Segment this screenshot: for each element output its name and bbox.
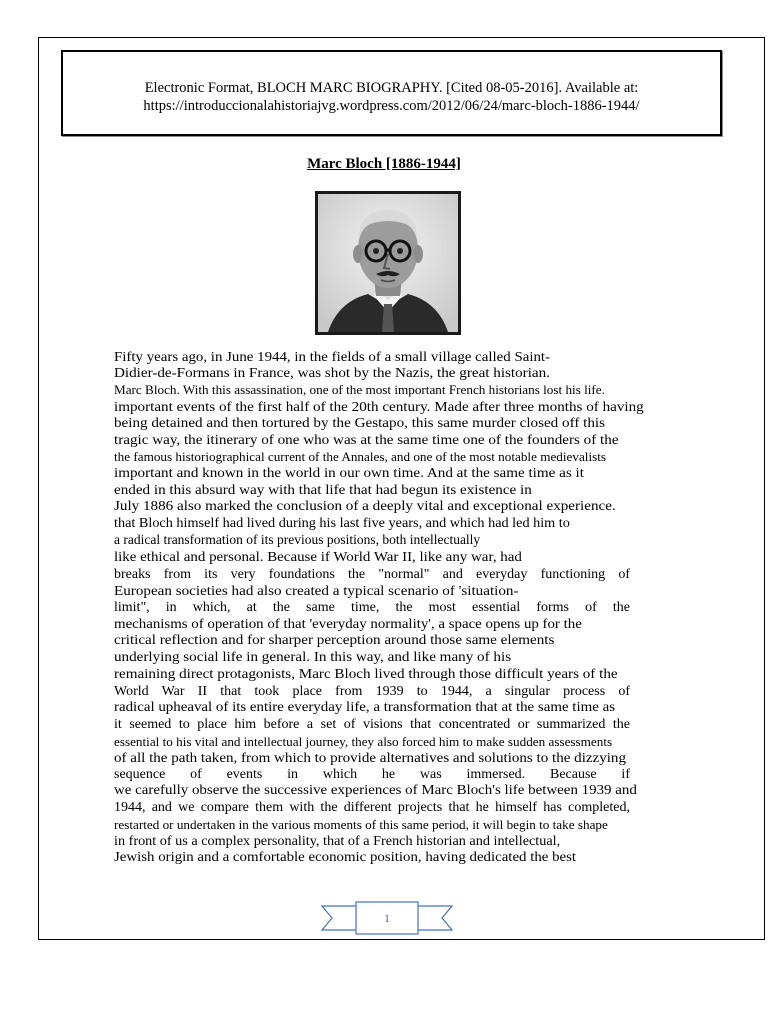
body-line: restarted or undertaken in the various moments of this same period, it will begin to take shape (114, 818, 608, 832)
body-line: radical upheaval of its entire everyday life, a transformation that at the same time as (114, 700, 616, 715)
body-line: limit", in which, at the same time, the most essential forms of the (114, 600, 630, 615)
citation-line-1: Electronic Format, BLOCH MARC BIOGRAPHY. [Cited 08-05-2016]. Available at: (144, 80, 639, 96)
portrait-image (315, 191, 461, 335)
body-line: essential to his vital and intellectual journey, they also forced him to make sudden assessments (114, 735, 613, 749)
body-line: World War II that took place from 1939 to 1944, a singular process of (114, 684, 630, 699)
body-line: sequence of events in which he was immersed. Because if (114, 767, 630, 782)
body-line: Jewish origin and a comfortable economic position, having dedicated the best (114, 850, 577, 865)
body-line: in front of us a complex personality, that of a French historian and intellectual, (114, 834, 561, 849)
body-line: Didier-de-Formans in France, was shot by the Nazis, the great historian. (114, 366, 550, 381)
body-line: we carefully observe the successive experiences of Marc Bloch's life between 1939 and (114, 783, 637, 798)
body-line: like ethical and personal. Because if World War II, like any war, had (114, 550, 522, 565)
body-line: being detained and then tortured by the Gestapo, this same murder closed off this (114, 416, 605, 431)
body-line: Fifty years ago, in June 1944, in the fields of a small village called Saint- (114, 350, 551, 365)
citation-box (61, 50, 722, 136)
body-line: underlying social life in general. In this way, and like many of his (114, 650, 512, 665)
body-line: important and known in the world in our own time. And at the same time as it (114, 466, 584, 481)
body-line: that Bloch himself had lived during his last five years, and which had led him to (114, 516, 570, 531)
body-line: the famous historiographical current of the Annales, and one of the most notable medievalists (114, 450, 607, 464)
body-line: European societies had also created a typical scenario of 'situation- (114, 584, 519, 599)
page-number: 1 (384, 911, 390, 925)
body-line: July 1886 also marked the conclusion of a deeply vital and exceptional experience. (114, 499, 616, 514)
body-line: 1944, and we compare them with the different projects that he himself has completed, (114, 800, 630, 815)
body-line: ended in this absurd way with that life that had begun its existence in (114, 483, 532, 498)
body-line: mechanisms of operation of that 'everyday normality', a space opens up for the (114, 617, 582, 632)
body-line: remaining direct protagonists, Marc Bloch lived through those difficult years of the (114, 667, 618, 682)
body-line: of all the path taken, from which to provide alternatives and solutions to the dizzying (114, 751, 627, 766)
body-line: breaks from its very foundations the "normal" and everyday functioning of (114, 567, 630, 582)
body-line: critical reflection and for sharper perception around those same elements (114, 633, 555, 648)
body-line: tragic way, the itinerary of one who was at the same time one of the founders of the (114, 433, 619, 448)
body-line: important events of the first half of the 20th century. Made after three months of having (114, 400, 644, 415)
portrait-photo-icon (318, 194, 458, 332)
body-line: Marc Bloch. With this assassination, one of the most important French historians lost his life. (114, 383, 605, 397)
citation-url: https://introduccionalahistoriajvg.wordpress.com/2012/06/24/marc-bloch-1886-1944/ (143, 98, 640, 114)
page-title: Marc Bloch [1886-1944] (307, 156, 461, 172)
body-line: it seemed to place him before a set of visions that concentrated or summarized the (114, 717, 630, 732)
body-line: a radical transformation of its previous positions, both intellectually (114, 533, 481, 548)
